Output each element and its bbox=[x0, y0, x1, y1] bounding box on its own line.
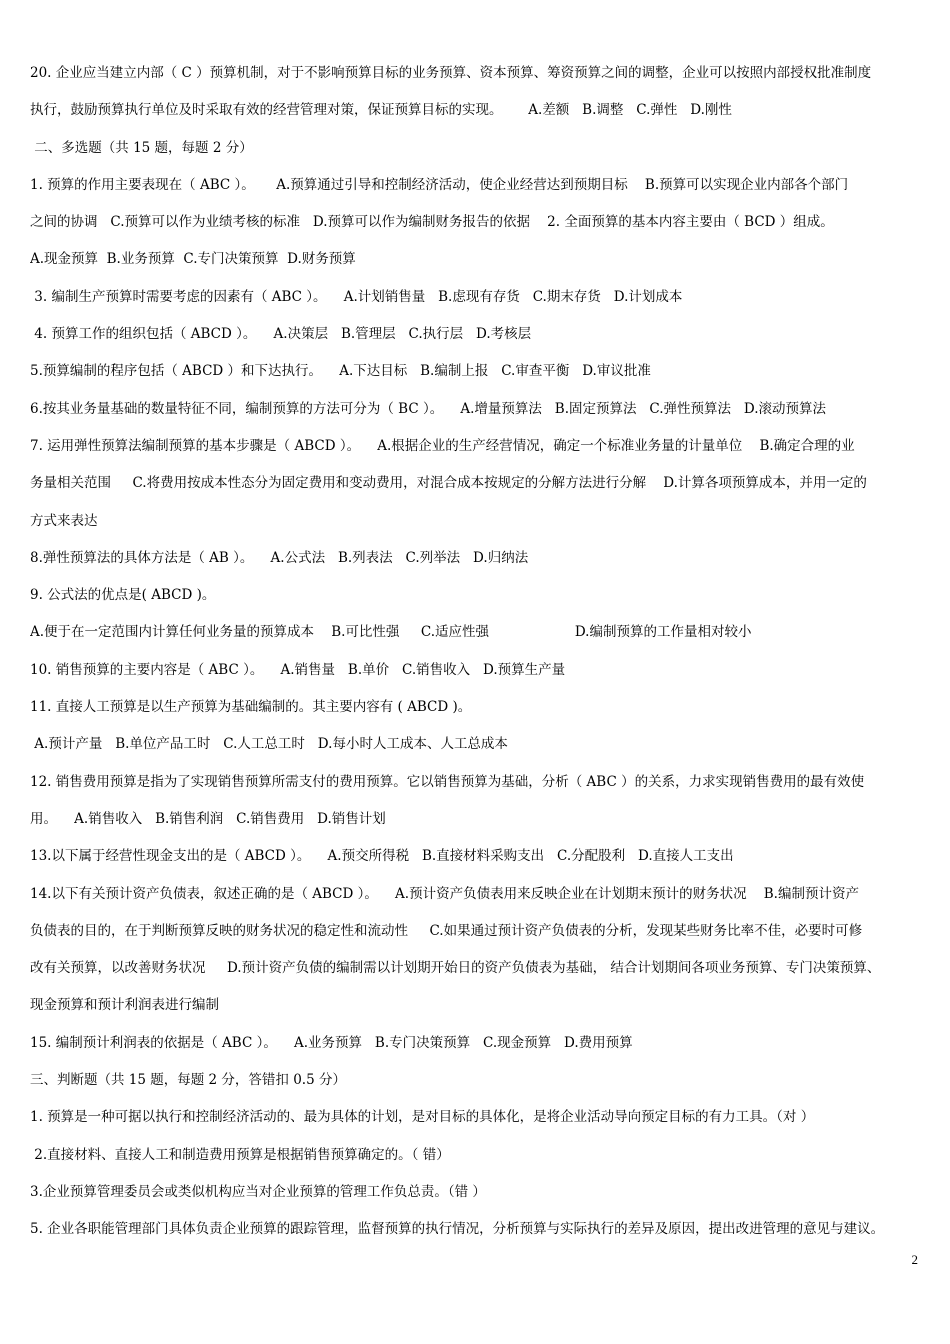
text-line: 执行，鼓励预算执行单位及时采取有效的经营管理对策，保证预算目标的实现。 A.差额 B.调整 C.弹性 D.刚性 bbox=[30, 102, 732, 119]
text-line: 1. 预算是一种可据以执行和控制经济活动的、最为具体的计划，是对目标的具体化，是将企业活动导向预定目标的有力工具。（对 ） bbox=[30, 1109, 815, 1126]
text-line: 20. 企业应当建立内部（ C ）预算机制，对于不影响预算目标的业务预算、资本预算、筹资预算之间的调整，企业可以按照内部授权批准制度 bbox=[30, 65, 872, 81]
text-line: 用。 A.销售收入 B.销售利润 C.销售费用 D.销售计划 bbox=[30, 810, 386, 827]
section-heading: 二、多选题（共 15 题，每题 2 分） bbox=[30, 139, 253, 156]
page-number: 2 bbox=[911, 1252, 918, 1267]
text-line: 3. 编制生产预算时需要考虑的因素有（ ABC ）。 A.计划销售量 B.虑现有存货 C.期末存货 D.计划成本 bbox=[30, 288, 683, 305]
text-line: 6.按其业务量基础的数量特征不同，编制预算的方法可分为（ BC ）。 A.增量预算法 B.固定预算法 C.弹性预算法 D.滚动预算法 bbox=[30, 400, 827, 417]
text-line: 5.预算编制的程序包括（ ABCD ）和下达执行。 A.下达目标 B.编制上报 C.审查平衡 D.审议批准 bbox=[30, 363, 651, 380]
text-line: 现金预算和预计利润表进行编制 bbox=[30, 997, 219, 1014]
text-line: 5. 企业各职能管理部门具体负责企业预算的跟踪管理，监督预算的执行情况，分析预算与实际执行的差异及原因，提出改进管理的意见与建议。 bbox=[30, 1221, 885, 1238]
section-heading: 三、判断题（共 15 题，每题 2 分，答错扣 0.5 分） bbox=[30, 1072, 346, 1089]
document-body bbox=[30, 55, 922, 1249]
text-line: 负债表的目的，在于判断预算反映的财务状况的稳定性和流动性 C.如果通过预计资产负债表的分析，发现某些财务比率不佳，必要时可修 bbox=[30, 922, 863, 939]
text-line: 1. 预算的作用主要表现在（ ABC ）。 A.预算通过引导和控制经济活动，使企业经营达到预期目标 B.预算可以实现企业内部各个部门 bbox=[30, 176, 849, 193]
text-line: 8.弹性预算法的具体方法是（ AB ）。 A.公式法 B.列表法 C.列举法 D.归纳法 bbox=[30, 549, 529, 566]
text-line: 10. 销售预算的主要内容是（ ABC ）。 A.销售量 B.单价 C.销售收入 D.预算生产量 bbox=[30, 661, 566, 678]
text-line: A.便于在一定范围内计算任何业务量的预算成本 B.可比性强 C.适应性强 D.编制预算的工作量相对较小 bbox=[30, 624, 752, 641]
text-line: A.预计产量 B.单位产品工时 C.人工总工时 D.每小时人工成本、人工总成本 bbox=[30, 736, 508, 753]
text-line: 方式来表达 bbox=[30, 512, 98, 529]
text-line: 12. 销售费用预算是指为了实现销售预算所需支付的费用预算。它以销售预算为基础，分析（ ABC ）的关系，力求实现销售费用的最有效使 bbox=[30, 773, 865, 790]
text-line: 2.直接材料、直接人工和制造费用预算是根据销售预算确定的。（ 错） bbox=[30, 1146, 450, 1163]
text-line: 13.以下属于经营性现金支出的是（ ABCD ）。 A.预交所得税 B.直接材料采购支出 C.分配股利 D.直接人工支出 bbox=[30, 848, 734, 865]
text-line: 改有关预算，以改善财务状况 D.预计资产负债的编制需以计划期开始日的资产负债表为基础， 结合计划期间各项业务预算、专门决策预算、 bbox=[30, 960, 881, 977]
text-line: 4. 预算工作的组织包括（ ABCD ）。 A.决策层 B.管理层 C.执行层 D.考核层 bbox=[30, 326, 532, 343]
text-line: 之间的协调 C.预算可以作为业绩考核的标准 D.预算可以作为编制财务报告的依据 2. 全面预算的基本内容主要由（ BCD ）组成。 bbox=[30, 214, 834, 231]
text-line: 务量相关范围 C.将费用按成本性态分为固定费用和变动费用，对混合成本按规定的分解方法进行分解 D.计算各项预算成本，并用一定的 bbox=[30, 475, 867, 492]
text-line: 15. 编制预计利润表的依据是（ ABC ）。 A.业务预算 B.专门决策预算 C.现金预算 D.费用预算 bbox=[30, 1034, 633, 1051]
text-line: 9. 公式法的优点是( ABCD )。 bbox=[30, 587, 216, 604]
text-line: 14.以下有关预计资产负债表，叙述正确的是（ ABCD ）。 A.预计资产负债表用来反映企业在计划期末预计的财务状况 B.编制预计资产 bbox=[30, 885, 859, 902]
text-line: 7. 运用弹性预算法编制预算的基本步骤是（ ABCD ）。 A.根据企业的生产经营情况，确定一个标准业务量的计量单位 B.确定合理的业 bbox=[30, 437, 855, 454]
text-line: A.现金预算 B.业务预算 C.专门决策预算 D.财务预算 bbox=[30, 251, 356, 268]
text-line: 11. 直接人工预算是以生产预算为基础编制的。其主要内容有 ( ABCD )。 bbox=[30, 699, 472, 716]
text-line: 3.企业预算管理委员会或类似机构应当对企业预算的管理工作负总责。（错 ） bbox=[30, 1183, 486, 1200]
